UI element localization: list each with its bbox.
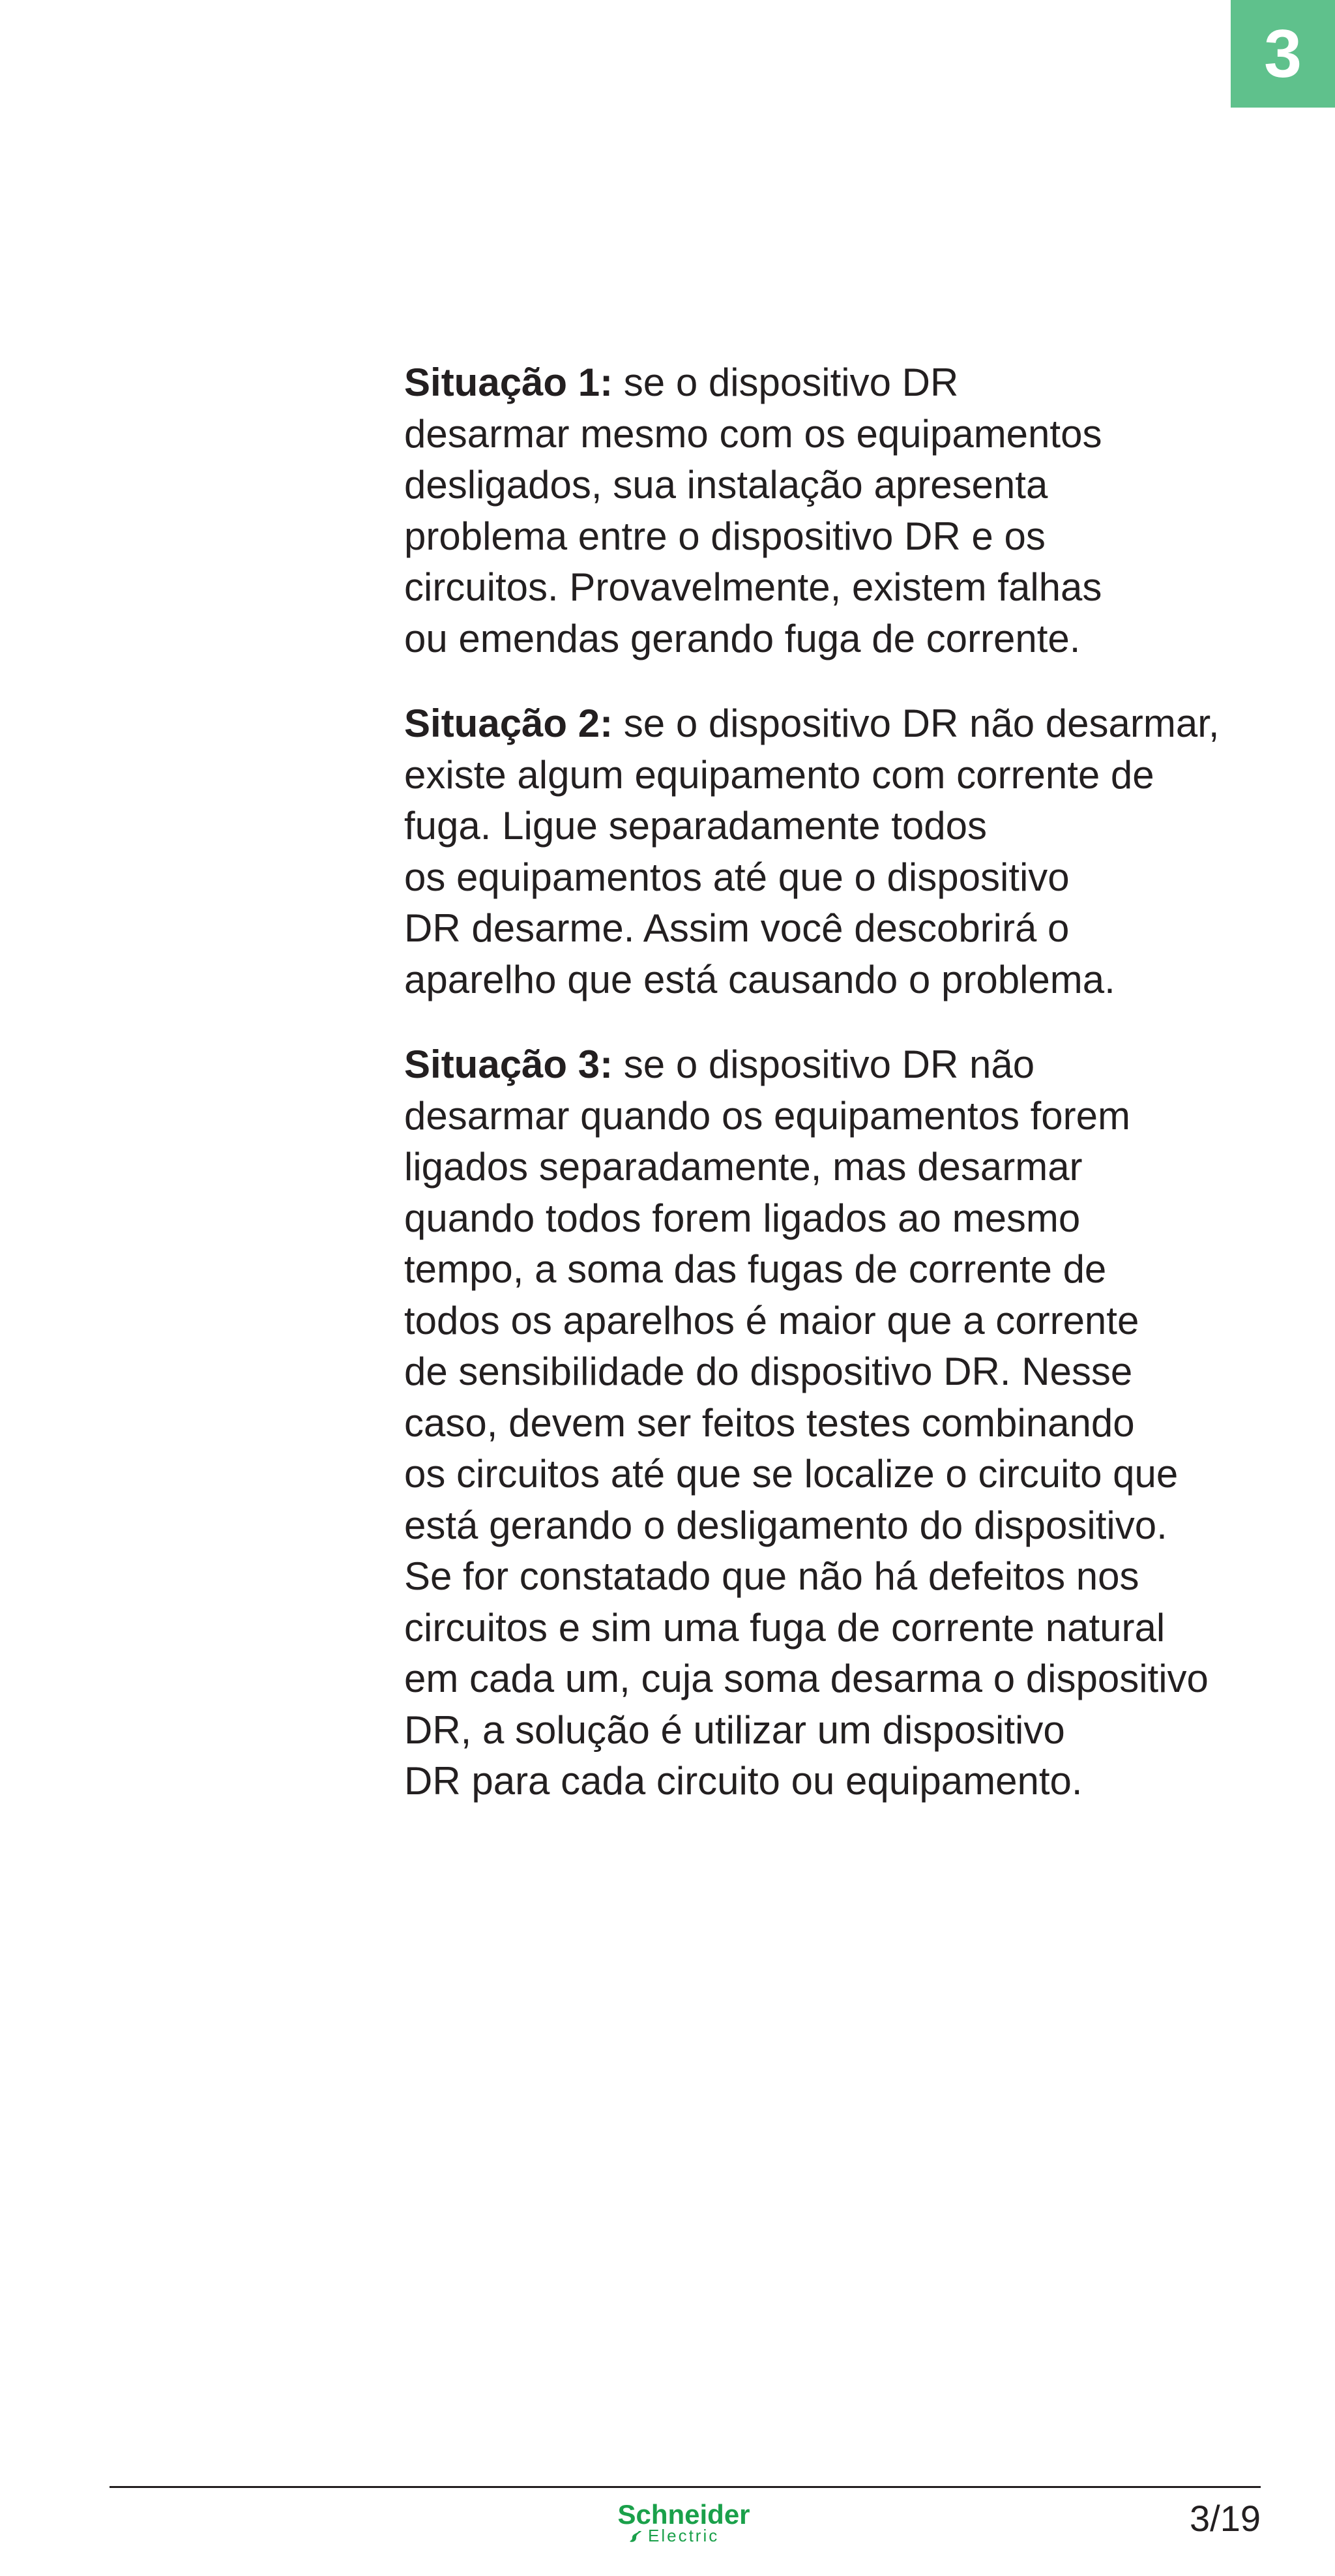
paragraph-line: em cada um, cuja soma desarma o dispositivo: [404, 1657, 1209, 1700]
paragraph-line: está gerando o desligamento do dispositivo.: [404, 1503, 1167, 1547]
logo-emblem-icon: [627, 2528, 644, 2545]
paragraph-line: fuga. Ligue separadamente todos: [404, 804, 987, 848]
paragraph-line: problema entre o dispositivo DR e os: [404, 514, 1046, 558]
paragraph-line: desarmar quando os equipamentos forem: [404, 1093, 1130, 1138]
paragraph-line: DR, a solução é utilizar um dispositivo: [404, 1708, 1065, 1752]
chapter-tab: [1231, 0, 1335, 108]
situation-lead: Situação 2:: [404, 702, 613, 745]
paragraph-line: circuitos e sim uma fuga de corrente natural: [404, 1605, 1166, 1650]
paragraph-line: desarmar mesmo com os equipamentos: [404, 411, 1102, 456]
paragraph-line: quando todos forem ligados ao mesmo: [404, 1196, 1081, 1240]
paragraph-line: aparelho que está causando o problema.: [404, 957, 1115, 1001]
logo-wordmark: Schneider: [617, 2499, 750, 2530]
chapter-number: 3: [1264, 16, 1302, 92]
paragraph-line: Se for constatado que não há defeitos nos: [404, 1554, 1139, 1598]
logo-subtitle: Electric: [648, 2526, 720, 2545]
paragraph-situacao-1: [404, 357, 1330, 664]
footer-divider: [110, 2486, 1261, 2488]
paragraph-line: os circuitos até que se localize o circuito que: [404, 1452, 1179, 1496]
document-body: [404, 357, 1330, 1841]
paragraph-line: todos os aparelhos é maior que a corrente: [404, 1298, 1139, 1342]
schneider-electric-logo: [609, 2500, 759, 2547]
paragraph-line: ligados separadamente, mas desarmar: [404, 1145, 1083, 1189]
paragraph-line: caso, devem ser feitos testes combinando: [404, 1400, 1135, 1445]
paragraph-line: os equipamentos até que o dispositivo: [404, 855, 1070, 899]
paragraph-line: Situação 1: se o dispositivo DR: [404, 361, 959, 404]
paragraph-line: desligados, sua instalação apresenta: [404, 463, 1048, 507]
paragraph-line: DR para cada circuito ou equipamento.: [404, 1759, 1083, 1803]
paragraph-line: circuitos. Provavelmente, existem falhas: [404, 565, 1102, 609]
situation-lead: Situação 1:: [404, 361, 613, 404]
paragraph-line: ou emendas gerando fuga de corrente.: [404, 616, 1081, 660]
paragraph-line: Situação 3: se o dispositivo DR não: [404, 1043, 1035, 1086]
paragraph-line: tempo, a soma das fugas de corrente de: [404, 1247, 1107, 1291]
paragraph-line: DR desarme. Assim você descobrirá o: [404, 906, 1070, 950]
page-number: 3/19: [1190, 2498, 1261, 2539]
paragraph-situacao-3: [404, 1039, 1330, 1807]
paragraph-line: de sensibilidade do dispositivo DR. Nesse: [404, 1350, 1133, 1393]
paragraph-situacao-2: [404, 698, 1330, 1005]
paragraph-line: Situação 2: se o dispositivo DR não desarmar,: [404, 702, 1220, 745]
paragraph-line: existe algum equipamento com corrente de: [404, 752, 1154, 797]
situation-lead: Situação 3:: [404, 1043, 613, 1086]
